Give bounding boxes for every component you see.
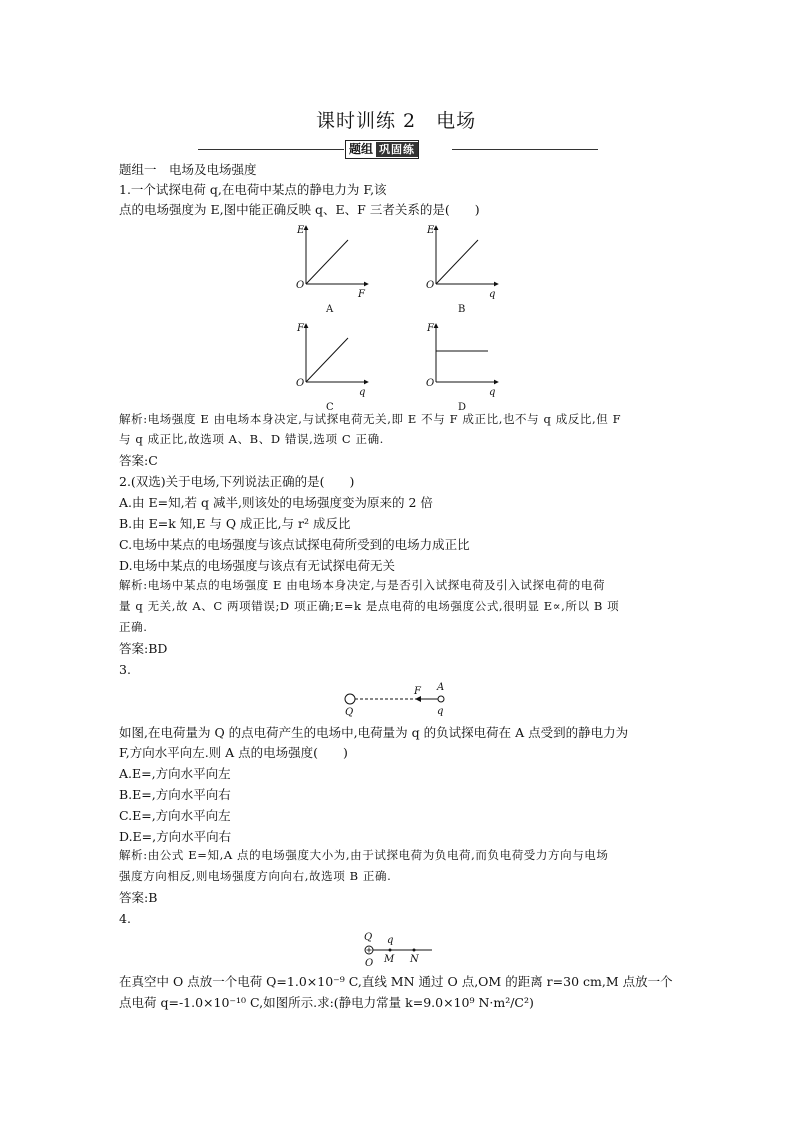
group-heading: 题组一 电场及电场强度 [119,162,257,177]
graph-b-y-label: E [427,225,435,236]
q2-analysis-line1 [119,576,605,595]
q2-option-b: B.由 E=k 知,E 与 Q 成正比,与 r² 成反比 [119,516,351,531]
q3-analysis-line2: 强度方向相反,则电场强度方向向右,故选项 B 正确. [119,869,392,883]
q2-option-c: C.电场中某点的电场强度与该点试探电荷所受到的电场力成正比 [119,537,470,552]
q4-fig-N: N [410,954,419,965]
q1-analysis-label: 解析: [119,412,148,426]
q4-number: 4. [119,911,131,926]
q4-fig-Q: Q [364,932,373,943]
q3-option-d: D.E=,方向水平向右 [119,829,232,844]
graph-a-y-label: E [297,225,305,236]
q3-figure [338,680,458,718]
graph-c-label: C [326,402,334,413]
badge-right: 巩固练 [376,142,418,157]
section-badge [345,140,419,159]
q1-line2: 点的电场强度为 E,图中能正确反映 q、E、F 三者关系的是( ) [119,202,480,217]
graph-d-y-label: F [427,323,434,334]
separator-left [198,149,344,150]
graph-c-y-label: F [297,323,304,334]
q2-option-d: D.电场中某点的电场强度与该点有无试探电荷无关 [119,558,396,573]
q3-stem-line2: F,方向水平向左.则 A 点的电场强度( ) [119,745,348,760]
badge-left: 题组 [346,142,376,157]
graph-b-x-label: q [489,289,496,300]
graph-c-origin: O [296,378,305,389]
q1-analysis-line1 [119,410,621,429]
q3-fig-F: F [414,686,421,697]
separator-right [452,149,598,150]
q2-analysis-line2: 量 q 无关,故 A、C 两项错误;D 项正确;E=k 是点电荷的电场强度公式,很明显 E∝,所以 B 项 [119,599,620,613]
q1-line1: 1.一个试探电荷 q,在电荷中某点的静电力为 F,该 [119,182,387,197]
q4-fig-M: M [384,954,395,965]
graph-a [288,218,378,316]
q4-figure [356,928,438,970]
q2-analysis-label: 解析: [119,578,148,592]
q3-fig-Q: Q [345,707,354,718]
q3-fig-q: q [437,706,444,717]
graph-b [418,218,508,316]
page-title: 课时训练 2 电场 [316,110,477,132]
q1-analysis-line2: 与 q 成正比,故选项 A、B、D 错误,选项 C 正确. [119,432,384,446]
graph-c [288,318,378,414]
graph-b-label: B [458,304,466,315]
graph-b-origin: O [426,280,435,291]
q3-option-a: A.E=,方向水平向左 [119,766,231,781]
q3-option-c: C.E=,方向水平向左 [119,808,231,823]
q3-option-b: B.E=,方向水平向右 [119,787,231,802]
q2-analysis-text1: 电场中某点的电场强度 E 由电场本身决定,与是否引入试探电荷及引入试探电荷的电荷 [147,578,606,592]
q4-stem-line1: 在真空中 O 点放一个电荷 Q=1.0×10⁻⁹ C,直线 MN 通过 O 点,OM 的距离 r=30 cm,M 点放一个 [119,974,673,989]
graph-d-origin: O [426,378,435,389]
graph-a-origin: O [296,280,305,291]
q3-analysis-text1: 由公式 E=知,A 点的电场强度大小为,由于试探电荷为负电荷,而负电荷受力方向与电场 [147,848,609,862]
q4-fig-q: q [387,935,394,946]
graph-c-x-label: q [359,387,366,398]
graph-a-x-label: F [358,289,365,300]
q3-answer: 答案:B [119,890,158,905]
q4-fig-O: O [365,958,374,969]
q3-analysis-line1 [119,846,609,865]
q2-answer: 答案:BD [119,641,168,656]
graph-a-label: A [326,304,334,315]
q2-option-a: A.由 E=知,若 q 减半,则该处的电场强度变为原来的 2 倍 [119,495,433,510]
q3-number: 3. [119,662,131,677]
graph-d-x-label: q [489,387,496,398]
q3-stem-line1: 如图,在电荷量为 Q 的点电荷产生的电场中,电荷量为 q 的负试探电荷在 A 点受到的静电力为 [119,725,629,740]
q2-analysis-line3: 正确. [119,620,148,634]
q3-analysis-label: 解析: [119,848,148,862]
q2-stem: 2.(双选)关于电场,下列说法正确的是( ) [119,474,355,489]
q1-analysis-text1: 电场强度 E 由电场本身决定,与试探电荷无关,即 E 不与 F 成正比,也不与 q 成反比,但 F [147,412,622,426]
graph-d [418,318,508,414]
graph-d-label: D [458,402,467,413]
q3-fig-A: A [437,682,445,693]
q4-stem-line2: 点电荷 q=-1.0×10⁻¹⁰ C,如图所示.求:(静电力常量 k=9.0×10⁹ N·m²/C²) [119,995,534,1010]
q1-answer: 答案:C [119,453,158,468]
